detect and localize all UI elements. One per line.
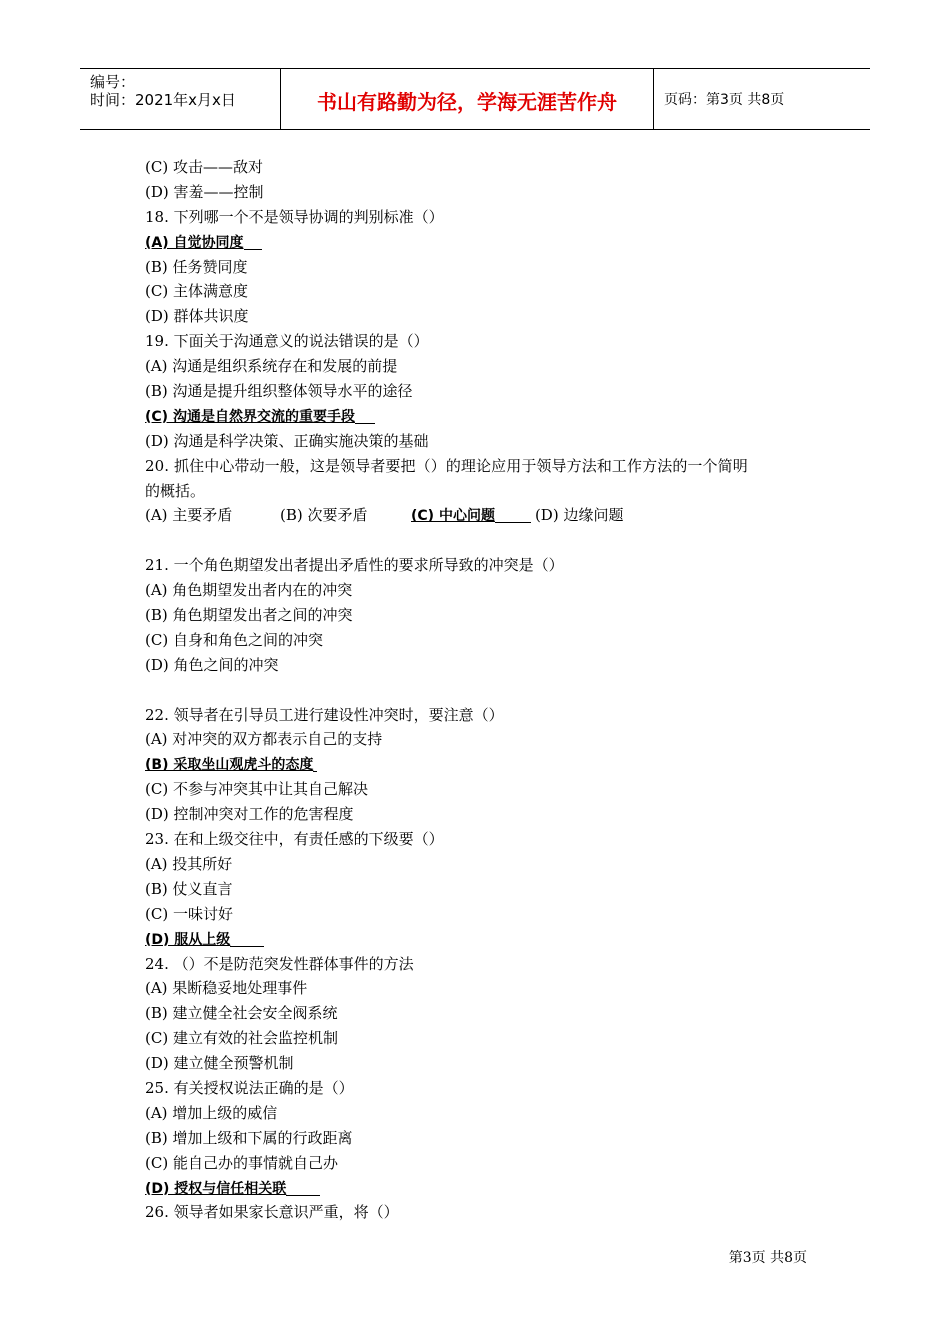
option-a: (A) 主要矛盾 [145,506,233,525]
option-line: (A) 角色期望发出者内在的冲突 [145,581,353,600]
option-line: (C) 不参与冲突其中让其自己解决 [145,780,368,799]
option-line: (C) 主体满意度 [145,282,248,301]
option-line: (C) 建立有效的社会监控机制 [145,1029,338,1048]
answer-line [145,927,825,952]
answer-underline [230,929,264,947]
blank-line [145,678,825,703]
answer-underline [355,406,375,424]
page-header [80,68,870,130]
header-page-number: 页码：第3页 共8页 [664,92,785,108]
question-26: 26. 领导者如果家长意识严重，将（） [145,1203,399,1222]
answer-line [145,1176,825,1201]
header-meta-cell [80,69,281,129]
document-date-label: 时间：2021年x月x日 [90,91,236,109]
option-d: (D) 边缘问题 [534,506,624,525]
option-line: (C) 能自己办的事情就自己办 [145,1153,338,1172]
header-page-cell [654,69,870,129]
option-line: (D) 沟通是科学决策、正确实施决策的基础 [145,431,429,450]
question-20-continued: 的概括。 [145,481,206,500]
correct-answer: (D) 授权与信任相关联 [145,1180,287,1197]
option-line: (A) 对冲突的双方都表示自己的支持 [145,730,383,749]
option-line: (D) 害羞——控制 [145,182,264,201]
option-line: (B) 角色期望发出者之间的冲突 [145,606,353,625]
options-row [145,503,825,528]
option-line: (A) 果断稳妥地处理事件 [145,979,308,998]
option-line: (C) 自身和角色之间的冲突 [145,630,323,649]
option-line: (B) 任务赞同度 [145,257,248,276]
option-line: (D) 控制冲突对工作的危害程度 [145,805,354,824]
question-22: 22. 领导者在引导员工进行建设性冲突时，要注意（） [145,705,504,724]
header-motto: 书山有路勤为径，学海无涯苦作舟 [317,90,617,114]
correct-answer: (C) 中心问题 [411,508,495,525]
question-25: 25. 有关授权说法正确的是（） [145,1078,354,1097]
question-21: 21. 一个角色期望发出者提出矛盾性的要求所导致的冲突是（） [145,556,564,575]
correct-answer: (B) 采取坐山观虎斗的态度 [145,757,314,774]
option-line: (B) 沟通是提升组织整体领导水平的途径 [145,382,413,401]
option-line: (A) 增加上级的威信 [145,1103,278,1122]
question-19: 19. 下面关于沟通意义的说法错误的是（） [145,332,429,351]
option-line: (B) 建立健全社会安全阀系统 [145,1004,338,1023]
answer-underline [495,505,531,523]
option-line: (A) 投其所好 [145,854,233,873]
option-line: (C) 攻击——敌对 [145,158,263,176]
blank-line [145,528,825,553]
answer-line [145,752,825,777]
option-line: (A) 沟通是组织系统存在和发展的前提 [145,357,398,376]
correct-answer: (D) 服从上级 [145,931,231,948]
option-b: (B) 次要矛盾 [280,506,368,525]
question-20: 20. 抓住中心带动一般，这是领导者要把（）的理论应用于领导方法和工作方法的一个简明 [145,456,748,475]
correct-answer: (A) 自觉协同度 [145,234,244,251]
header-motto-cell [281,69,654,129]
option-line: (B) 增加上级和下属的行政距离 [145,1128,353,1147]
option-line: (D) 群体共识度 [145,307,249,326]
document-number-label: 编号： [90,73,136,91]
correct-answer: (C) 沟通是自然界交流的重要手段 [145,408,355,425]
option-line: (D) 角色之间的冲突 [145,655,279,674]
page-footer: 第3页 共8页 [728,1250,807,1266]
answer-underline [244,232,262,250]
option-line: (D) 建立健全预警机制 [145,1054,294,1073]
answer-line [145,404,825,429]
answer-line [145,230,825,255]
answer-underline [286,1178,320,1196]
question-24: 24. （）不是防范突发性群体事件的方法 [145,954,414,973]
question-23: 23. 在和上级交往中，有责任感的下级要（） [145,830,444,849]
option-line: (B) 仗义直言 [145,879,233,898]
question-18: 18. 下列哪一个不是领导协调的判别标准（） [145,207,444,226]
option-line: (C) 一味讨好 [145,904,233,923]
answer-underline [313,754,317,772]
document-body [145,155,825,1225]
